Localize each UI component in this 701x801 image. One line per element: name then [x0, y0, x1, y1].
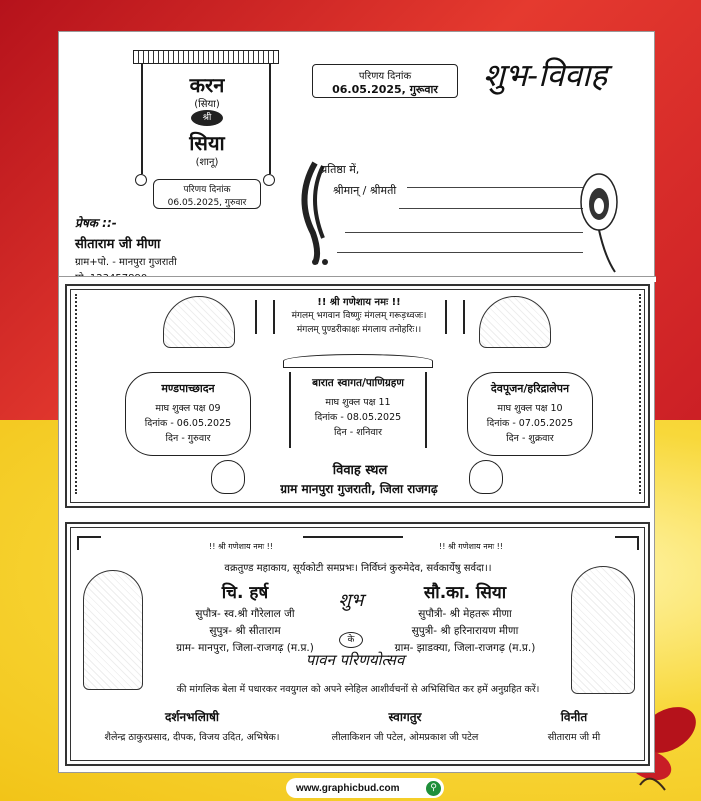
- footer-col-3-text: सीताराम जी मी: [547, 732, 601, 743]
- ke-symbol: के: [339, 632, 363, 648]
- address-salutation: श्रीमान् / श्रीमती: [333, 184, 397, 197]
- groom-line2: सुपुत्र- श्री सीताराम: [209, 625, 281, 637]
- event-2-line3: दिन - शनिवार: [333, 427, 383, 438]
- sender-block: [75, 214, 275, 284]
- vine-right-decoration: [613, 294, 641, 494]
- sender-name: सीताराम जी मीणा: [75, 237, 161, 252]
- bottom-invocation-right: !! श्री गणेशाय नमः !!: [439, 542, 504, 551]
- event-1-line1: माघ शुक्ल पक्ष 09: [155, 403, 221, 414]
- top-bells-decoration: [303, 536, 403, 558]
- middle-invocation: !! श्री गणेशाय नमः !!: [317, 297, 401, 308]
- address-line-4: [337, 252, 583, 253]
- groom-line3: ग्राम- मानपुरा, जिला-राजगढ़ (म.प्र.): [176, 642, 314, 654]
- address-line-3: [345, 232, 583, 233]
- small-date-box: [153, 179, 261, 209]
- website-badge[interactable]: [286, 778, 444, 798]
- bride-line3: ग्राम- झाडक्या, जिला-राजगढ़ (म.प्र.): [394, 642, 536, 654]
- title-calligraphy: शुभ-विवाह: [483, 56, 608, 94]
- event-3-line2: दिनांक - 07.05.2025: [486, 418, 574, 429]
- event-1-line3: दिन - गुरुवार: [165, 433, 211, 444]
- sender-address: ग्राम+पो. - मानपुरा गुजराती: [75, 257, 177, 268]
- bride-line1: सुपौत्री- श्री मेहतरू मीणा: [418, 608, 512, 620]
- groom-title: चि. हर्ष: [221, 583, 269, 603]
- paavan-text: पावन परिणयोत्सव: [305, 651, 405, 669]
- event-1-title: मण्डपाच्छादन: [161, 382, 215, 395]
- event-2-line2: दिनांक - 08.05.2025: [314, 412, 402, 423]
- footer-col-3: [519, 708, 629, 743]
- footer-col-2: [305, 708, 505, 743]
- invitation-card: [58, 31, 655, 773]
- address-line-2: [399, 208, 583, 209]
- footer-col-2-text: लीलाकिशन जी पटेल, ओमप्रकाश जी पटेल: [331, 732, 479, 743]
- vine-left-decoration: [75, 294, 103, 494]
- footer-col-1: [77, 708, 307, 743]
- bells-right-decoration: [445, 300, 465, 334]
- date-box: [312, 64, 458, 98]
- small-date-value: 06.05.2025, गुरुवार: [167, 198, 247, 208]
- venue-value: ग्राम मानपुरा गुजराती, जिला राजगढ़: [280, 482, 438, 496]
- shloka: वक्रतुण्ड महाकाय, सूर्यकोटी समप्रभः। निर्विघ्नं कुरुमेदेव, सर्वकार्येषु सर्वदा।।: [224, 563, 492, 574]
- pillar-right: [425, 372, 427, 448]
- event-card-2: [295, 376, 421, 446]
- peacock-feather-icon: [575, 162, 627, 277]
- groom-illustration: [571, 566, 635, 694]
- groom-line1: सुपौत्र- स्व.श्री गौरेलाल जी: [195, 608, 295, 620]
- bells-left-decoration: [255, 300, 275, 334]
- date-box-value: 06.05.2025, गुरूवार: [332, 83, 438, 96]
- sender-label: प्रेषक ::-: [75, 216, 117, 230]
- address-prefix: प्रतिष्ठा में,: [321, 163, 360, 176]
- venue-label: विवाह स्थल: [332, 463, 388, 478]
- center-symbol: शुभ: [338, 590, 364, 611]
- blessing-text: की मांगलिक बेला में पधारकर नवयुगल को अपने स्नेहिल आशीर्वचनों से अभिसिचित कर हमें अनुग्रहित करें।: [176, 684, 540, 695]
- event-2-line1: माघ शुक्ल पक्ष 11: [325, 397, 391, 408]
- groom-info: [155, 580, 335, 655]
- corner-ornament-top-right: [615, 536, 639, 550]
- bottom-invocation-left: !! श्री गणेशाय नमः !!: [209, 542, 274, 551]
- bride-illustration: [83, 570, 143, 690]
- address-block: [321, 162, 591, 198]
- couple-names-box: [155, 74, 259, 172]
- bride-title: सौ.का. सिया: [423, 583, 507, 603]
- mantra-line-2: मंगलम् पुण्डरीकाक्षः मंगलाय तनोहरिः।।: [296, 325, 422, 335]
- bride-info: [365, 580, 565, 655]
- corner-ornament-top-left: [77, 536, 101, 550]
- date-box-label: परिणय दिनांक: [358, 71, 412, 82]
- top-divider: [59, 276, 656, 282]
- footer-col-2-title: स्वागतुर: [388, 710, 422, 724]
- event-3-line3: दिन - शुक्रवार: [506, 433, 554, 444]
- address-line-1: [407, 187, 583, 188]
- footer-col-1-text: शैलेन्द्र ठाकुरप्रसाद, दीपक, विजय उदित, अभिषेक।: [104, 732, 280, 743]
- footer-col-3-title: विनीत: [560, 710, 588, 724]
- groom-subname: (सिया): [194, 99, 220, 110]
- event-3-title: देवपूजन/हरिद्रालेपन: [490, 382, 570, 395]
- bride-name: सिया: [189, 131, 225, 155]
- footer-col-1-title: दर्शनभलिाषी: [164, 710, 220, 724]
- bride-subname: (शानू): [195, 157, 219, 168]
- bride-line2: सुपुत्री- श्री हरिनारायण मीणा: [411, 625, 519, 637]
- event-card-3: [467, 372, 593, 456]
- search-icon[interactable]: ⚲: [426, 781, 441, 796]
- event-2-title: बारात स्वागत/पाणिग्रहण: [312, 377, 404, 389]
- event-3-line1: माघ शुक्ल पक्ष 10: [497, 403, 563, 414]
- event-1-line2: दिनांक - 06.05.2025: [144, 418, 232, 429]
- pillar-left: [289, 372, 291, 448]
- weds-symbol: श्री: [191, 110, 223, 126]
- groom-name: करन: [189, 73, 225, 97]
- website-url[interactable]: www.graphicbud.com: [296, 782, 400, 794]
- mantra-line-1: मंगलम् भगवान विष्णुः मंगलम् गरूड़ध्वजः।: [291, 311, 427, 321]
- small-date-label: परिणय दिनांक: [183, 185, 231, 195]
- event-card-1: [125, 372, 251, 456]
- event-2-canopy: [283, 354, 433, 368]
